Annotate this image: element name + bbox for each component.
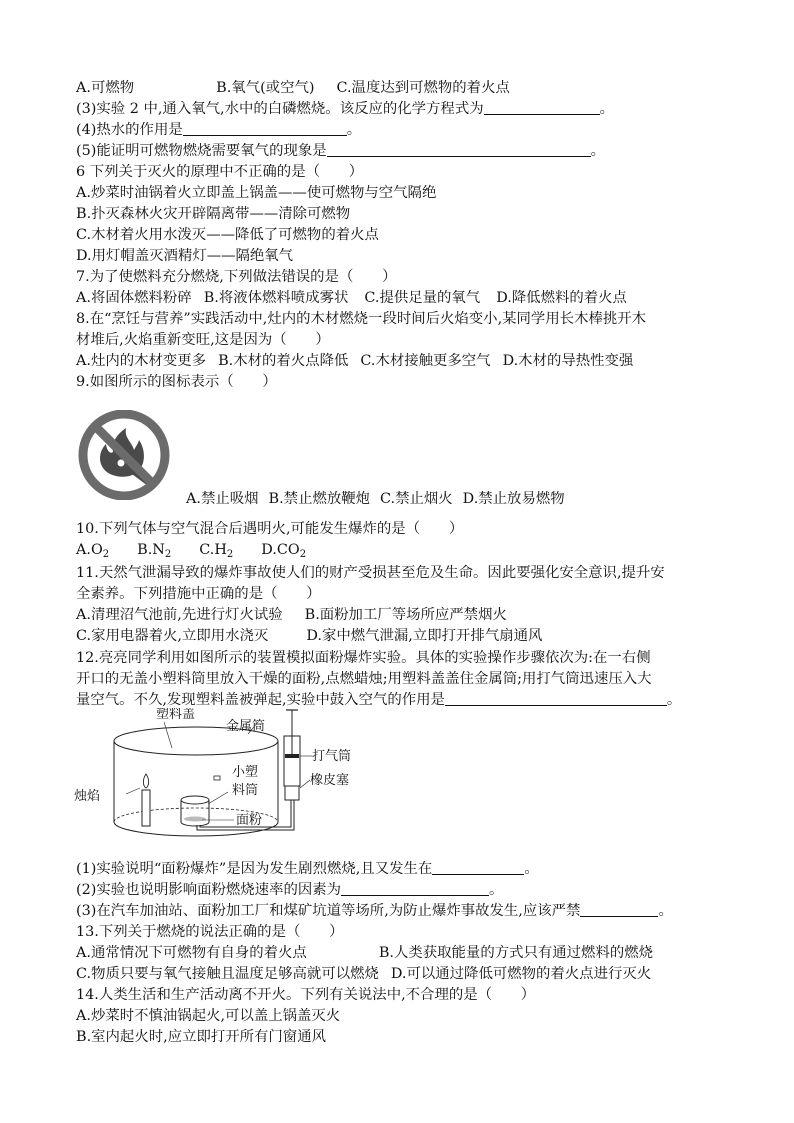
punct: 。 — [590, 143, 606, 159]
q9-option-c: C.禁止烟火 — [380, 491, 453, 507]
q11-option-a: A.清理沼气池前,先进行灯火试验 — [76, 607, 283, 623]
q11-option-d: D.家中燃气泄漏,立即打开排气扇通风 — [306, 628, 543, 644]
punct: 。 — [658, 903, 673, 919]
q13-option-a: A.通常情况下可燃物有自身的着火点 — [76, 945, 307, 961]
q12-stem-2: 开口的无盖小塑料筒里放入干燥的面粉,点燃蜡烛;用塑料盖盖住金属筒;用打气筒迅速压入大 — [76, 671, 652, 687]
answer-blank[interactable] — [341, 881, 489, 896]
q8-option-b: B.木材的着火点降低 — [218, 353, 349, 369]
answer-blank[interactable] — [484, 100, 600, 115]
q7-option-c: C.提供足量的氧气 — [364, 290, 481, 306]
q11-stem-1: 11.天然气泄漏导致的爆炸事故使人们的财产受损甚至危及生命。因此要强化安全意识,提升安 — [76, 565, 665, 581]
q12-sub3-text: (3)在汽车加油站、面粉加工厂和煤矿坑道等场所,为防止爆炸事故发生,应该严禁 — [76, 903, 581, 919]
label-pump: 打气筒 — [312, 749, 352, 764]
q12-sub2 — [76, 880, 503, 900]
q12-sub2-text: (2)实验也说明影响面粉燃烧速率的因素为 — [76, 882, 342, 898]
q12-stem-3 — [76, 690, 681, 710]
q12-sub3 — [76, 901, 673, 921]
subscript: 2 — [102, 549, 110, 560]
answer-blank[interactable] — [432, 860, 524, 875]
q6-option-c: C.木材着火用水泼灭——降低了可燃物的着火点 — [76, 227, 379, 243]
q9-option-d: D.禁止放易燃物 — [462, 491, 565, 507]
q8-option-d: D.木材的导热性变强 — [502, 353, 634, 369]
q13-option-b: B.人类获取能量的方式只有通过燃料的燃烧 — [378, 945, 654, 961]
label-rubber-stopper: 橡皮塞 — [310, 773, 350, 788]
q2-option-c: C.温度达到可燃物的着火点 — [336, 80, 510, 96]
q8-stem-2: 材堆后,火焰重新变旺,这是因为（ ） — [76, 332, 330, 348]
no-fire-sign-icon — [76, 410, 172, 500]
answer-blank[interactable] — [445, 691, 667, 706]
q11-options-cd — [76, 626, 542, 646]
q9-option-a: A.禁止吸烟 — [186, 491, 259, 507]
q2-options-line — [76, 78, 510, 98]
q7-option-b: B.将液体燃料喷成雾状 — [203, 290, 349, 306]
label-metal-cylinder: 金属筒 — [226, 719, 266, 734]
q2-sub4 — [76, 120, 361, 140]
q14-stem: 14.人类生活和生产活动离不开火。下列有关说法中,不合理的是（ ） — [76, 987, 536, 1003]
q8-stem-1: 8.在“烹饪与营养”实践活动中,灶内的木材燃烧一段时间后火焰变小,某同学用长木棒挑开木 — [76, 311, 647, 327]
answer-blank[interactable] — [183, 121, 347, 136]
q2-option-a: A.可燃物 — [76, 80, 135, 96]
punct: 。 — [524, 861, 539, 877]
label-small-cup-2: 料筒 — [232, 783, 259, 798]
q11-stem-2: 全素养。下列措施中正确的是（ ） — [76, 586, 321, 602]
subscript: 2 — [299, 549, 307, 560]
punct: 。 — [489, 882, 504, 898]
q13-options-cd — [76, 964, 651, 984]
q10-option-a — [76, 542, 109, 558]
answer-blank[interactable] — [327, 142, 591, 157]
q10-option-b-text: B.N — [137, 542, 165, 558]
q9-stem: 9.如图所示的图标表示（ ） — [76, 374, 277, 390]
q2-sub4-text: (4)热水的作用是 — [76, 122, 183, 138]
label-lid: 塑料盖 — [156, 708, 196, 722]
q12-stem-1: 12.亮亮同学利用如图所示的装置模拟面粉爆炸实验。具体的实验操作步骤依次为:在一右侧 — [76, 650, 651, 666]
q10-option-d-text: D.CO — [261, 542, 300, 558]
q2-sub5 — [76, 141, 605, 161]
q10-stem: 10.下列气体与空气混合后遇明火,可能发生爆炸的是（ ） — [76, 521, 464, 537]
q6-stem: 6 下列关于灭火的原理中不正确的是（ ） — [76, 164, 364, 180]
q8-option-c: C.木材接触更多空气 — [360, 353, 491, 369]
q6-option-a: A.炒菜时油锅着火立即盖上锅盖——使可燃物与空气隔绝 — [76, 185, 437, 201]
q10-option-a-text: A.O — [76, 542, 103, 558]
answer-blank[interactable] — [580, 902, 658, 917]
q10-option-d — [261, 542, 306, 558]
q6-option-d: D.用灯帽盖灭酒精灯——隔绝氧气 — [76, 248, 294, 264]
q12-stem-3-text: 量空气。不久,发现塑料盖被弹起,实验中鼓入空气的作用是 — [76, 692, 445, 708]
q13-options-ab — [76, 943, 653, 963]
flour-explosion-apparatus-diagram — [72, 708, 372, 838]
q12-sub1 — [76, 859, 539, 879]
q2-sub3-text: (3)实验 2 中,通入氧气,水中的白磷燃烧。该反应的化学方程式为 — [76, 101, 484, 117]
q10-option-c — [199, 542, 233, 558]
q10-options — [76, 540, 306, 560]
punct: 。 — [346, 122, 362, 138]
label-flour: 面粉 — [236, 813, 263, 828]
q11-options-ab — [76, 605, 507, 625]
q8-options — [76, 351, 633, 371]
q2-option-b: B.氧气(或空气) — [216, 80, 315, 96]
q7-stem: 7.为了使燃料充分燃烧,下列做法错误的是（ ） — [76, 269, 397, 285]
q6-option-b: B.扑灭森林火灾开辟隔离带——清除可燃物 — [76, 206, 351, 222]
q14-option-b: B.室内起火时,应立即打开所有门窗通风 — [76, 1029, 326, 1045]
q12-sub1-text: (1)实验说明“面粉爆炸”是因为发生剧烈燃烧,且又发生在 — [76, 861, 433, 877]
subscript: 2 — [164, 549, 172, 560]
q2-sub5-text: (5)能证明可燃物燃烧需要氧气的现象是 — [76, 143, 327, 159]
q13-stem: 13.下列关于燃烧的说法正确的是（ ） — [76, 924, 344, 940]
q9-options — [186, 489, 565, 509]
q7-option-d: D.降低燃料的着火点 — [496, 290, 627, 306]
label-small-cup-1: 小塑 — [232, 765, 259, 780]
subscript: 2 — [226, 549, 234, 560]
q9-option-b: B.禁止燃放鞭炮 — [268, 491, 371, 507]
label-flame: 烛焰 — [74, 789, 101, 804]
q13-option-c: C.物质只要与氧气接触且温度足够高就可以燃烧 — [76, 966, 379, 982]
q7-option-a: A.将固体燃料粉碎 — [76, 290, 192, 306]
q14-option-a: A.炒菜时不慎油锅起火,可以盖上锅盖灭火 — [76, 1008, 341, 1024]
q7-options — [76, 288, 627, 308]
q10-option-c-text: C.H — [199, 542, 227, 558]
q11-option-b: B.面粉加工厂等场所应严禁烟火 — [304, 607, 507, 623]
punct: 。 — [599, 101, 615, 117]
punct: 。 — [666, 692, 682, 708]
q8-option-a: A.灶内的木材变更多 — [76, 353, 207, 369]
q13-option-d: D.可以通过降低可燃物的着火点进行灭火 — [390, 966, 652, 982]
q2-sub3 — [76, 99, 614, 119]
q11-option-c: C.家用电器着火,立即用水浇灭 — [76, 628, 269, 644]
q10-option-b — [137, 542, 171, 558]
